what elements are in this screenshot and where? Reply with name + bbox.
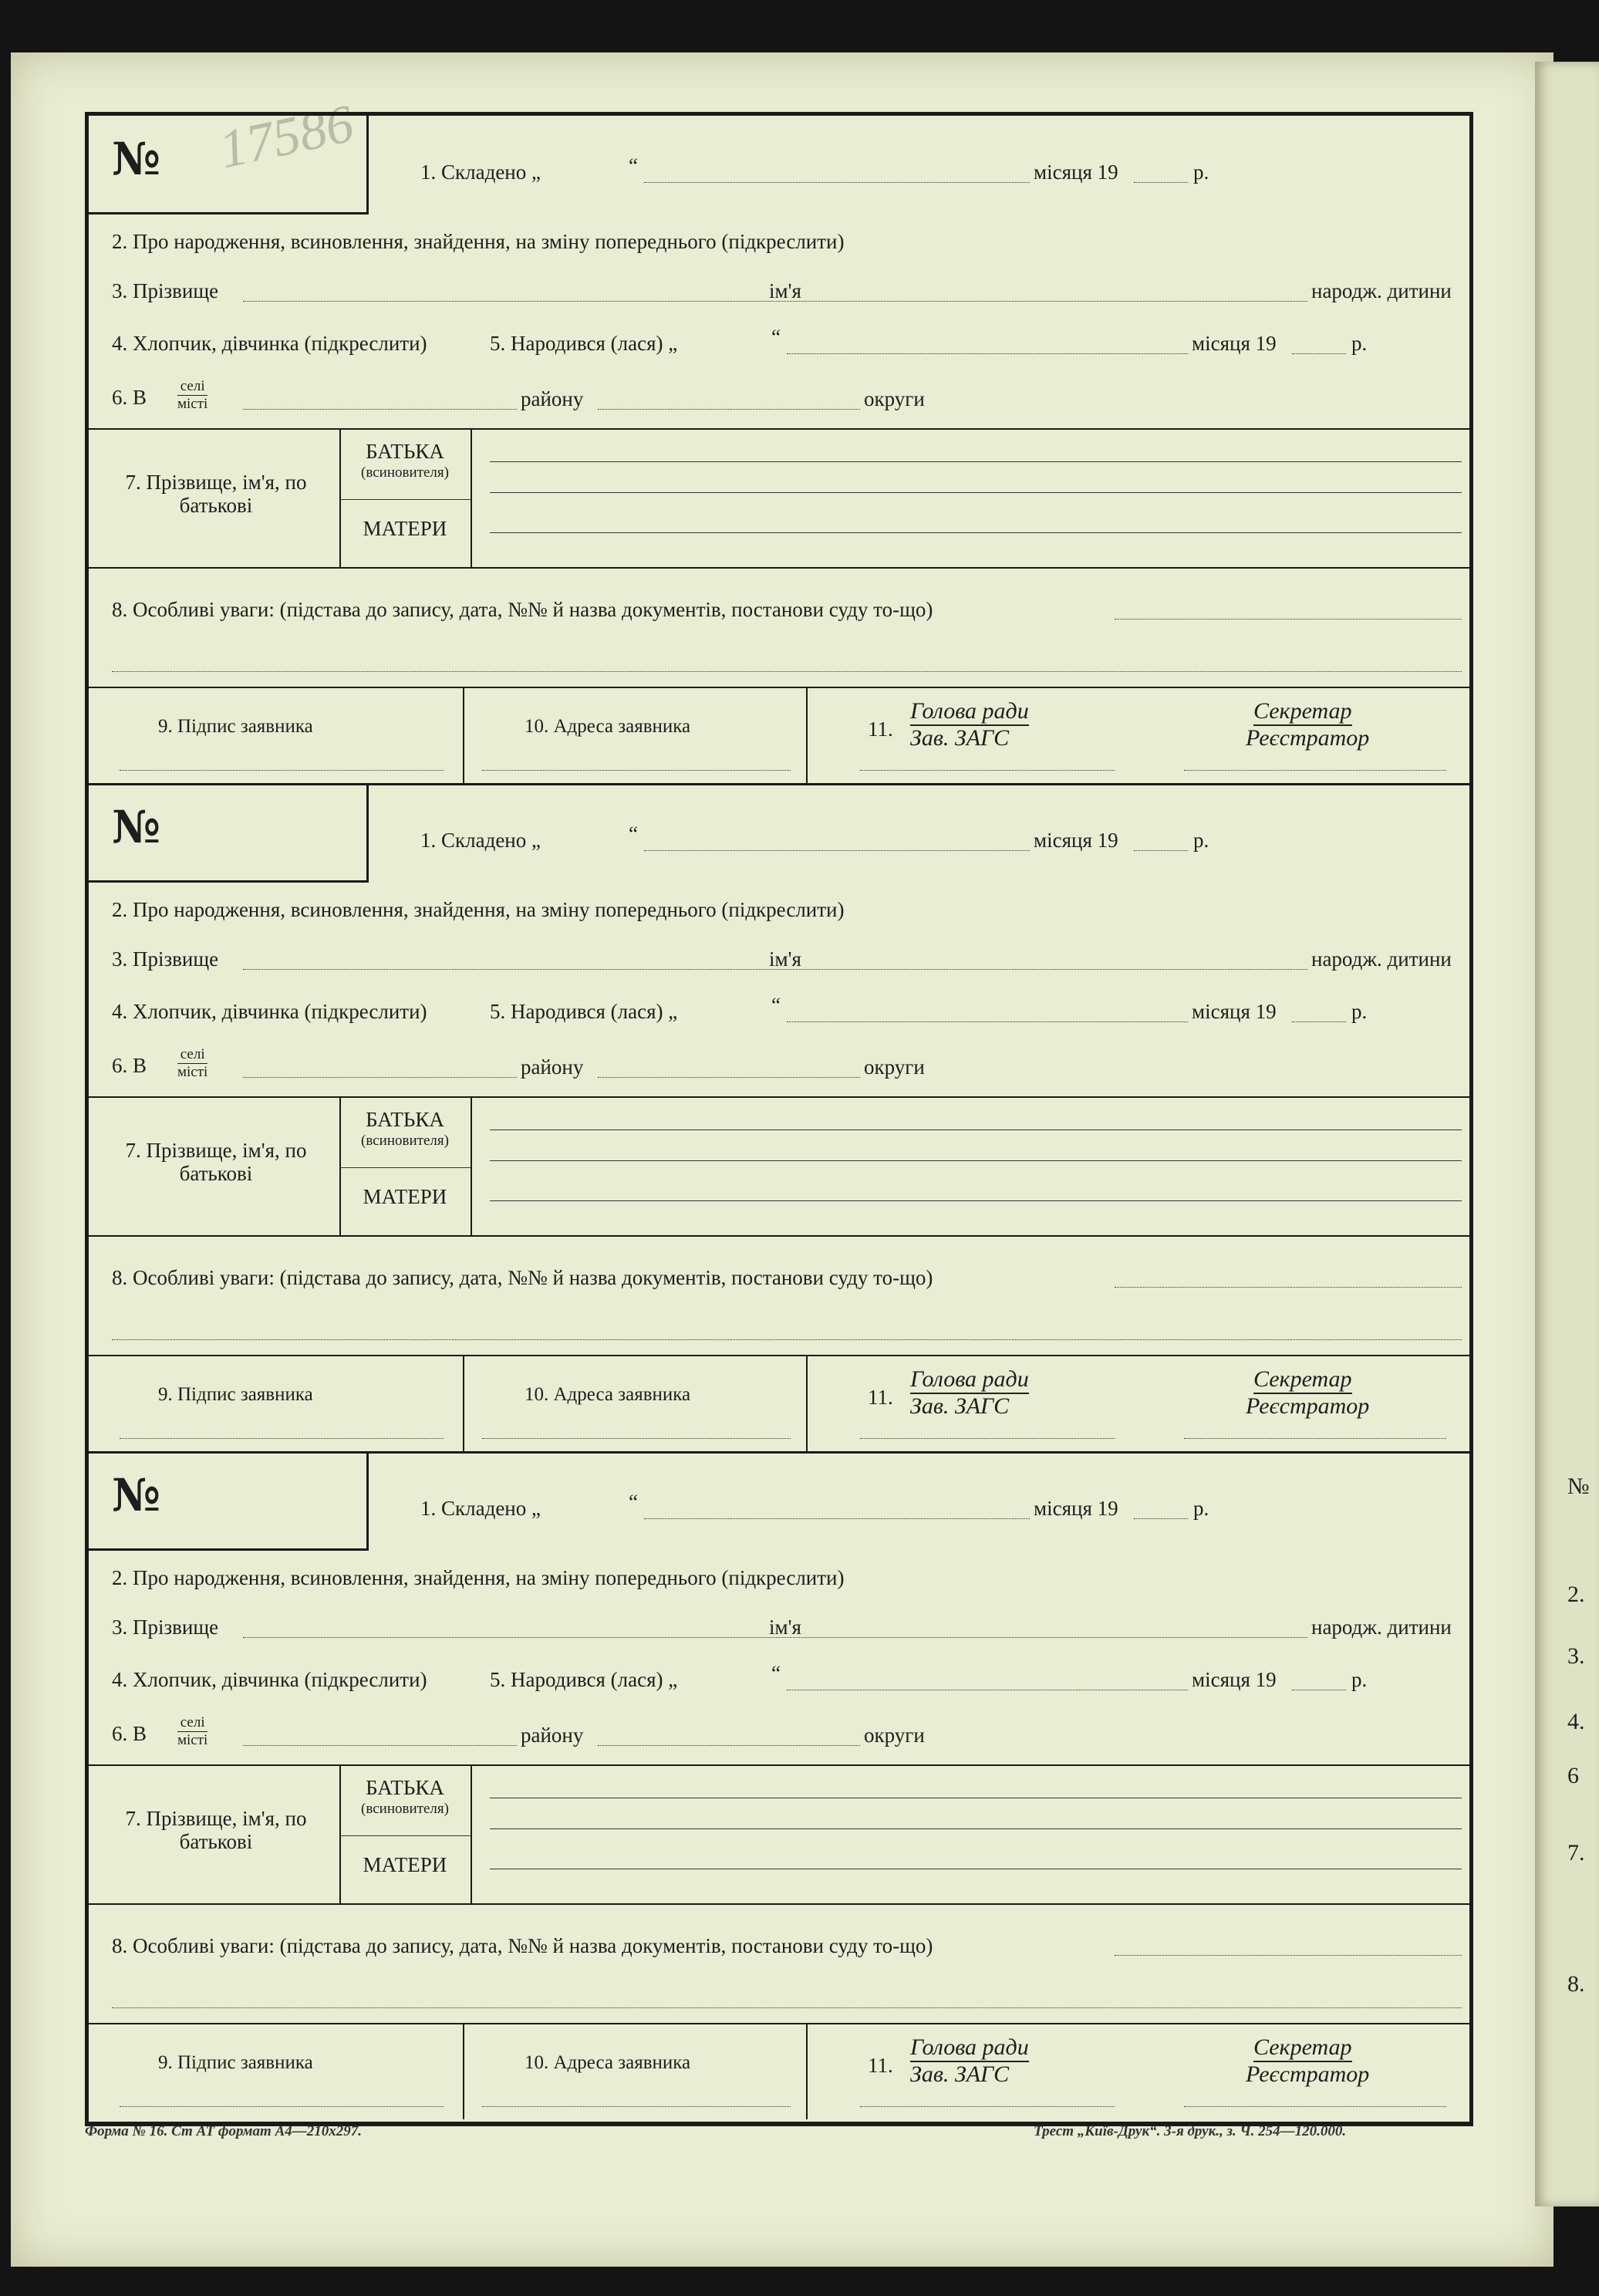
- column-divider: [339, 1096, 341, 1235]
- district-label: району: [521, 387, 584, 410]
- section-divider: [89, 567, 1469, 569]
- council-head-label: Голова ради: [910, 698, 1029, 726]
- year-label: р.: [1351, 1000, 1368, 1023]
- number-sign: №: [112, 1469, 161, 1521]
- adoptive-father-label: (всиновителя): [361, 464, 449, 481]
- record-type-label: 2. Про народження, всиновлення, знайдення, на зміну попереднього (підкреслити): [112, 898, 845, 921]
- month-label: місяця 19: [1192, 332, 1277, 355]
- record-number-box[interactable]: [89, 784, 369, 883]
- side-mark: 6: [1567, 1763, 1579, 1788]
- column-divider: [471, 1096, 472, 1235]
- column-divider: [806, 2023, 808, 2119]
- section-divider: [89, 428, 1469, 430]
- child-label: народж. дитини: [1311, 1616, 1452, 1639]
- father-field-line[interactable]: [490, 1129, 1462, 1130]
- record-number-box[interactable]: [89, 116, 369, 214]
- okrug-label: округи: [864, 1055, 925, 1079]
- quote-mark: “: [629, 1491, 638, 1514]
- district-label: району: [521, 1724, 584, 1747]
- applicant-address-label: 10. Адреса заявника: [525, 2052, 691, 2073]
- village-label: селі: [177, 1714, 207, 1732]
- composed-label: 1. Складено „: [420, 829, 541, 852]
- column-divider: [339, 428, 341, 567]
- column-divider: [463, 2023, 464, 2119]
- birth-record: [89, 1452, 1469, 2119]
- side-mark: №: [1567, 1474, 1590, 1499]
- month-label: місяця 19: [1034, 160, 1118, 184]
- surname-field[interactable]: [243, 969, 837, 970]
- signatures-number: 11.: [868, 718, 893, 741]
- column-divider: [463, 687, 464, 783]
- zags-head-label: Зав. ЗАГС: [910, 2061, 1010, 2087]
- registrar-label: Реєстратор: [1246, 2061, 1370, 2087]
- adoptive-father-label: (всиновителя): [361, 1801, 449, 1817]
- parent-divider: [339, 1835, 471, 1836]
- surname-field[interactable]: [243, 1637, 837, 1638]
- applicant-address-label: 10. Адреса заявника: [525, 1384, 691, 1405]
- special-notes-field[interactable]: [1115, 619, 1462, 620]
- mother-field-line[interactable]: [490, 1200, 1462, 1201]
- parents-name-label: 7. Прізвище, ім'я, по батькові: [125, 471, 307, 517]
- okrug-label: округи: [864, 387, 925, 410]
- father-label: БАТЬКА: [366, 440, 444, 463]
- form-frame: [85, 112, 1473, 2126]
- quote-mark: “: [771, 994, 781, 1017]
- secretary-signature-field[interactable]: [1184, 1438, 1446, 1439]
- village-label: селі: [177, 1046, 207, 1064]
- parent-divider: [339, 1167, 471, 1168]
- zags-head-label: Зав. ЗАГС: [910, 725, 1010, 751]
- applicant-signature-field[interactable]: [120, 770, 444, 771]
- father-label: БАТЬКА: [366, 1776, 444, 1799]
- mother-field-line[interactable]: [490, 532, 1462, 533]
- child-label: народж. дитини: [1311, 279, 1452, 302]
- composed-label: 1. Складено „: [420, 1497, 541, 1520]
- column-divider: [806, 1355, 808, 1451]
- month-label: місяця 19: [1034, 829, 1118, 852]
- composed-day-field[interactable]: [644, 182, 1030, 183]
- village-town-fraction: [177, 1714, 207, 1749]
- year-label: р.: [1193, 1497, 1209, 1520]
- year-label: р.: [1193, 829, 1209, 852]
- first-name-field[interactable]: [818, 301, 1307, 302]
- applicant-signature-label: 9. Підпис заявника: [158, 1384, 313, 1405]
- okrug-label: округи: [864, 1724, 925, 1747]
- birth-year-field[interactable]: [1292, 353, 1346, 354]
- section-divider: [89, 1096, 1469, 1098]
- registrar-label: Реєстратор: [1246, 1393, 1370, 1419]
- form-footer-right: Трест „Київ-Друк“. 3-я друк., з. Ч. 254—120.000.: [1034, 2123, 1347, 2139]
- father-field-line[interactable]: [490, 1828, 1462, 1829]
- surname-label: 3. Прізвище: [112, 947, 219, 971]
- applicant-signature-field[interactable]: [120, 2106, 444, 2107]
- column-divider: [806, 687, 808, 783]
- village-town-fraction: [177, 378, 207, 413]
- special-notes-label: 8. Особливі уваги: (підстава до запису, дата, №№ й назва документів, постанови суду то-що): [112, 598, 933, 621]
- zags-head-label: Зав. ЗАГС: [910, 1393, 1010, 1419]
- surname-label: 3. Прізвище: [112, 279, 219, 302]
- form-footer-left: Форма № 16. Ст АТ формат А4—210х297.: [85, 2123, 363, 2139]
- side-mark: 7.: [1567, 1840, 1585, 1866]
- side-mark: 4.: [1567, 1709, 1585, 1734]
- applicant-signature-label: 9. Підпис заявника: [158, 716, 313, 737]
- composed-day-field[interactable]: [644, 850, 1030, 851]
- year-label: р.: [1351, 1668, 1368, 1691]
- district-field[interactable]: [598, 409, 860, 410]
- settlement-field[interactable]: [243, 409, 517, 410]
- quote-mark: “: [629, 154, 638, 177]
- year-label: р.: [1351, 332, 1368, 355]
- first-name-field[interactable]: [818, 1637, 1307, 1638]
- place-label: 6. В: [112, 386, 147, 409]
- composed-year-field[interactable]: [1134, 182, 1188, 183]
- special-notes-field[interactable]: [112, 1339, 1462, 1340]
- first-name-field[interactable]: [818, 969, 1307, 970]
- adjacent-page-edge: [1535, 62, 1599, 2207]
- registrar-label: Реєстратор: [1246, 725, 1370, 751]
- council-head-signature-field[interactable]: [860, 2106, 1115, 2107]
- special-notes-field[interactable]: [112, 671, 1462, 672]
- applicant-address-field[interactable]: [482, 770, 791, 771]
- first-name-label: ім'я: [769, 947, 801, 971]
- settlement-field[interactable]: [243, 1077, 517, 1078]
- birth-record: [89, 784, 1469, 1454]
- child-label: народж. дитини: [1311, 947, 1452, 971]
- column-divider: [471, 428, 472, 567]
- composed-day-field[interactable]: [644, 1518, 1030, 1519]
- settlement-field[interactable]: [243, 1745, 517, 1746]
- council-head-label: Голова ради: [910, 1366, 1029, 1394]
- sex-label: 4. Хлопчик, дівчинка (підкреслити): [112, 1668, 427, 1691]
- archive-number: 17586: [214, 93, 359, 181]
- father-field-line[interactable]: [490, 461, 1462, 462]
- special-notes-label: 8. Особливі уваги: (підстава до запису, дата, №№ й назва документів, постанови суду то-що): [112, 1934, 933, 1957]
- composed-label: 1. Складено „: [420, 160, 541, 184]
- record-type-label: 2. Про народження, всиновлення, знайдення, на зміну попереднього (підкреслити): [112, 1566, 845, 1589]
- town-label: місті: [177, 1732, 208, 1748]
- mother-label: МАТЕРИ: [363, 517, 447, 540]
- section-divider: [89, 1764, 1469, 1766]
- father-field-line[interactable]: [490, 492, 1462, 493]
- composed-year-field[interactable]: [1134, 850, 1188, 851]
- side-mark: 8.: [1567, 1971, 1585, 1997]
- birth-day-field[interactable]: [787, 353, 1188, 354]
- birth-year-field[interactable]: [1292, 1021, 1346, 1022]
- surname-label: 3. Прізвище: [112, 1616, 219, 1639]
- place-label: 6. В: [112, 1722, 147, 1745]
- column-divider: [463, 1355, 464, 1451]
- council-head-signature-field[interactable]: [860, 770, 1115, 771]
- secretary-label: Секретар: [1253, 2034, 1352, 2062]
- signatures-number: 11.: [868, 1386, 893, 1409]
- father-field-line[interactable]: [490, 1160, 1462, 1161]
- applicant-signature-field[interactable]: [120, 1438, 444, 1439]
- month-label: місяця 19: [1192, 1668, 1277, 1691]
- section-divider: [89, 1235, 1469, 1237]
- born-label: 5. Народився (лася) „: [490, 332, 678, 355]
- district-label: району: [521, 1055, 584, 1079]
- parents-name-label: 7. Прізвище, ім'я, по батькові: [125, 1139, 307, 1185]
- birth-day-field[interactable]: [787, 1021, 1188, 1022]
- council-head-signature-field[interactable]: [860, 1438, 1115, 1439]
- place-label: 6. В: [112, 1054, 147, 1077]
- side-mark: 3.: [1567, 1643, 1585, 1669]
- mother-label: МАТЕРИ: [363, 1185, 447, 1208]
- section-divider: [89, 1355, 1469, 1356]
- section-divider: [89, 687, 1469, 688]
- district-field[interactable]: [598, 1745, 860, 1746]
- father-label: БАТЬКА: [366, 1108, 444, 1131]
- sex-label: 4. Хлопчик, дівчинка (підкреслити): [112, 332, 427, 355]
- applicant-signature-label: 9. Підпис заявника: [158, 2052, 313, 2073]
- secretary-label: Секретар: [1253, 698, 1352, 726]
- applicant-address-field[interactable]: [482, 1438, 791, 1439]
- applicant-address-field[interactable]: [482, 2106, 791, 2107]
- sex-label: 4. Хлопчик, дівчинка (підкреслити): [112, 1000, 427, 1023]
- first-name-label: ім'я: [769, 279, 801, 302]
- special-notes-field[interactable]: [1115, 1955, 1462, 1956]
- village-label: селі: [177, 378, 207, 396]
- record-number-box[interactable]: [89, 1452, 369, 1551]
- quote-mark: “: [771, 1662, 781, 1685]
- town-label: місті: [177, 396, 208, 412]
- month-label: місяця 19: [1034, 1497, 1118, 1520]
- column-divider: [471, 1764, 472, 1903]
- parent-divider: [339, 499, 471, 500]
- parents-name-label: 7. Прізвище, ім'я, по батькові: [125, 1807, 307, 1853]
- secretary-label: Секретар: [1253, 1366, 1352, 1394]
- side-mark: 2.: [1567, 1582, 1585, 1607]
- district-field[interactable]: [598, 1077, 860, 1078]
- year-label: р.: [1193, 160, 1209, 184]
- record-type-label: 2. Про народження, всиновлення, знайдення, на зміну попереднього (підкреслити): [112, 230, 845, 253]
- composed-year-field[interactable]: [1134, 1518, 1188, 1519]
- special-notes-field[interactable]: [1115, 1287, 1462, 1288]
- special-notes-label: 8. Особливі уваги: (підстава до запису, дата, №№ й назва документів, постанови суду то-що): [112, 1266, 933, 1289]
- section-divider: [89, 2023, 1469, 2024]
- council-head-label: Голова ради: [910, 2034, 1029, 2062]
- born-label: 5. Народився (лася) „: [490, 1668, 678, 1691]
- adoptive-father-label: (всиновителя): [361, 1133, 449, 1149]
- secretary-signature-field[interactable]: [1184, 770, 1446, 771]
- town-label: місті: [177, 1064, 208, 1080]
- village-town-fraction: [177, 1046, 207, 1081]
- birth-record: [89, 116, 1469, 785]
- applicant-address-label: 10. Адреса заявника: [525, 716, 691, 737]
- quote-mark: “: [629, 822, 638, 846]
- mother-label: МАТЕРИ: [363, 1853, 447, 1876]
- first-name-label: ім'я: [769, 1616, 801, 1639]
- quote-mark: “: [771, 326, 781, 349]
- signatures-number: 11.: [868, 2054, 893, 2077]
- number-sign: №: [112, 133, 161, 185]
- special-notes-field[interactable]: [112, 2007, 1462, 2008]
- column-divider: [339, 1764, 341, 1903]
- surname-field[interactable]: [243, 301, 837, 302]
- number-sign: №: [112, 801, 161, 853]
- secretary-signature-field[interactable]: [1184, 2106, 1446, 2107]
- born-label: 5. Народився (лася) „: [490, 1000, 678, 1023]
- month-label: місяця 19: [1192, 1000, 1277, 1023]
- section-divider: [89, 1903, 1469, 1905]
